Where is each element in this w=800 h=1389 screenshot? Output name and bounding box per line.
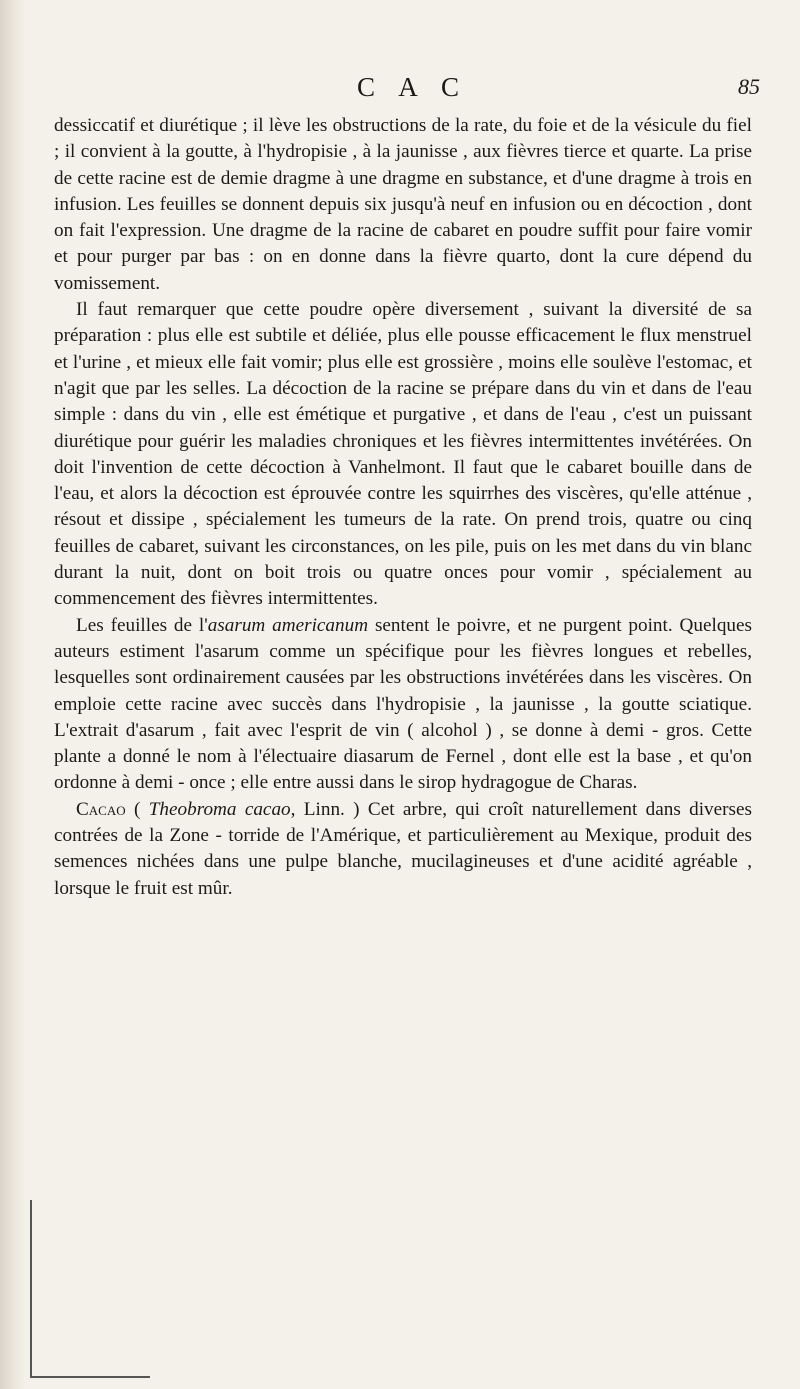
latin-name: asarum americanum <box>207 614 369 636</box>
text-run: , Linn. ) Cet arbre, qui croît naturellement dans diverses contrées de la Zone - torride de l'Amérique, et particulièrement au Mexique, produit des semences nichées dans une pulpe blanche, mucilagineuses et d'une acidité agréable , lorsque le fruit est mûr. <box>54 798 753 899</box>
margin-rule <box>30 1200 32 1378</box>
paragraph-text: Il faut remarquer que cette poudre opère diversement , suivant la diversité de sa préparation : plus elle est subtile et déliée, plus elle pousse efficacement le flux menstruel et l'urine , et mieux elle fait vomir; plus elle est grossière , moins elle soulève l'estomac, et n'agit que par les selles. La décoction de la racine se prépare dans du vin et dans de l'eau simple : dans du vin , elle est émétique et purgative , et dans de l'eau , c'est un puissant diurétique pour guérir les maladies chroniques et les fièvres intermittentes invétérées. On doit l'invention de cette décoction à Vanhelmont. Il faut que le cabaret bouille dans de l'eau, et alors la décoction est éprouvée contre les squirrhes des viscères, qu'elle atténue , résout et dissipe , spécialement les tumeurs de la rate. On prend trois, quatre ou cinq feuilles de cabaret, suivant les circonstances, on les pile, puis on les met dans du vin blanc durant la nuit, dont on boit trois ou quatre onces pour vomir , spécialement au commencement des fièvres intermittentes. <box>54 299 752 610</box>
text-run: Les feuilles de l' <box>76 614 208 636</box>
latin-name: Theobroma cacao <box>148 798 291 820</box>
text-run: sentent le poivre, et ne purgent point. Quelques auteurs estiment l'asarum comme un spécifique pour les fièvres longues et rebelles, lesquelles sont ordinairement causées par les obstructions invétérées dans les viscères. On emploie cette racine avec succès dans l'hydropisie , la jaunisse , la goutte sciatique. L'extrait d'asarum , fait avec l'esprit de vin ( alcohol ) , se donne à demi - gros. Cette plante a donné le nom à l'électuaire diasarum de Fernel , dont elle est la base , et qu'on ordonne à demi - once ; elle entre aussi dans le sirop hydragogue de Charas. <box>54 614 752 794</box>
binding-edge <box>0 0 26 1389</box>
margin-rule-bottom <box>30 1376 150 1378</box>
text-run: ( <box>125 798 149 820</box>
entry-term: Cacao <box>76 798 126 820</box>
running-head: C A C <box>357 72 469 102</box>
body-text <box>54 113 752 902</box>
paragraph-preparation <box>54 297 752 613</box>
paragraph-text: dessiccatif et diurétique ; il lève les obstructions de la rate, du foie et de la vésicule du fiel ; il convient à la goutte, à l'hydropisie , à la jaunisse , aux fièvres tierce et quarte. La prise de cette racine est de demie dragme à une dragme en substance, et d'une dragme à trois en infusion. Les feuilles se donnent depuis six jusqu'à neuf en infusion ou en décoction , dont on fait l'expression. Une dragme de la racine de cabaret en poudre suffit pour faire vomir et pour purger par bas : on en donne dans la fièvre quarto, dont la cure dépend du vomissement. <box>54 115 752 294</box>
page-header <box>0 72 800 106</box>
paragraph-asarum-americanum <box>54 613 752 797</box>
entry-cacao <box>54 797 752 902</box>
paragraph-continuation <box>54 113 752 297</box>
page-number: 85 <box>738 74 760 99</box>
